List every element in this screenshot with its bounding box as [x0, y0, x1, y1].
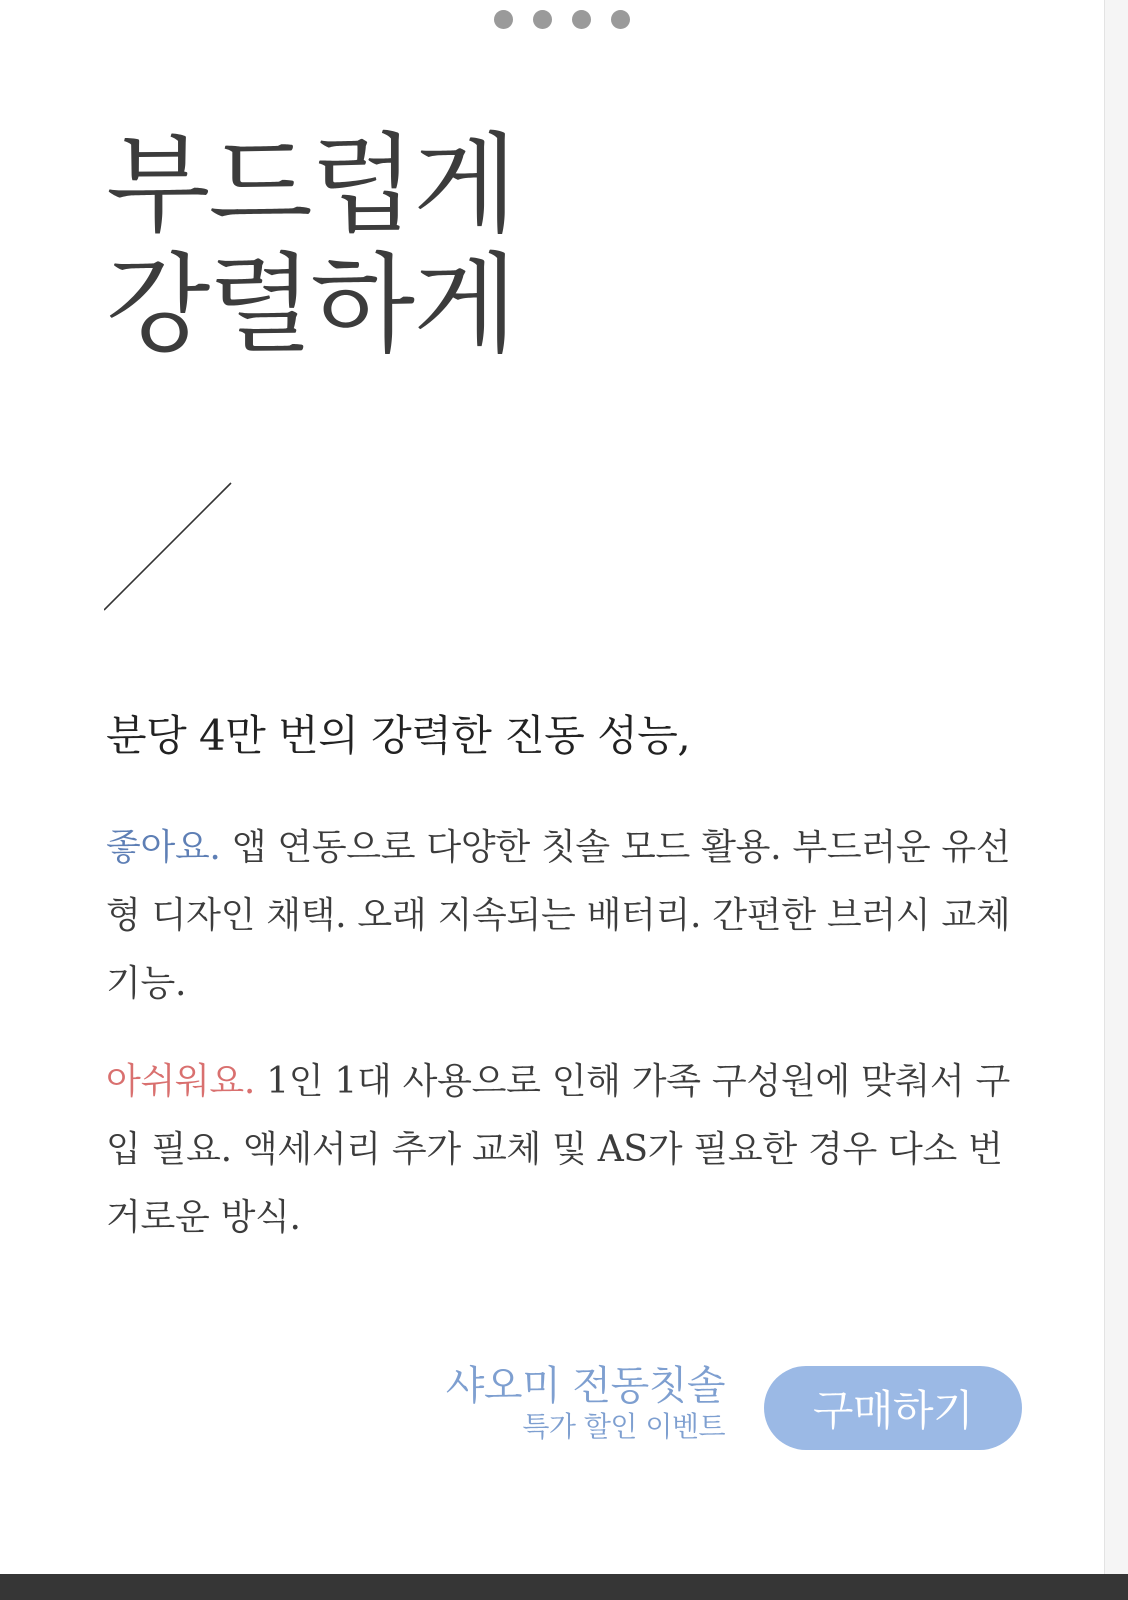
pros-label: 좋아요.	[106, 827, 221, 868]
decorative-slash	[104, 482, 234, 612]
page-edge	[1104, 0, 1128, 1600]
page-dot-3[interactable]	[572, 10, 591, 29]
buy-button[interactable]: 구매하기	[764, 1366, 1022, 1450]
page-dot-4[interactable]	[611, 10, 630, 29]
page-dot-1[interactable]	[494, 10, 513, 29]
promo-subtitle: 특가 할인 이벤트	[522, 1410, 725, 1443]
page-indicator[interactable]	[494, 10, 630, 29]
page-dot-2[interactable]	[533, 10, 552, 29]
promo-text	[446, 1362, 725, 1444]
bottom-bar	[0, 1574, 1128, 1600]
headline	[106, 123, 516, 368]
cons-paragraph	[106, 1048, 1026, 1252]
headline-line-2: 강렬하게	[106, 243, 516, 368]
subheading: 분당 4만 번의 강력한 진동 성능,	[106, 711, 691, 760]
cons-text: 1인 1대 사용으로 인해 가족 구성원에 맞춰서 구입 필요. 액세서리 추가 교체 및 AS가 필요한 경우 다소 번거로운 방식.	[106, 1061, 1010, 1238]
pros-paragraph	[106, 814, 1026, 1018]
pros-text: 앱 연동으로 다양한 칫솔 모드 활용. 부드러운 유선형 디자인 채택. 오래 지속되는 배터리. 간편한 브러시 교체 기능.	[106, 827, 1011, 1004]
cons-label: 아쉬워요.	[106, 1061, 256, 1102]
headline-line-1: 부드럽게	[106, 123, 516, 248]
promo-title: 샤오미 전동칫솔	[445, 1363, 725, 1409]
